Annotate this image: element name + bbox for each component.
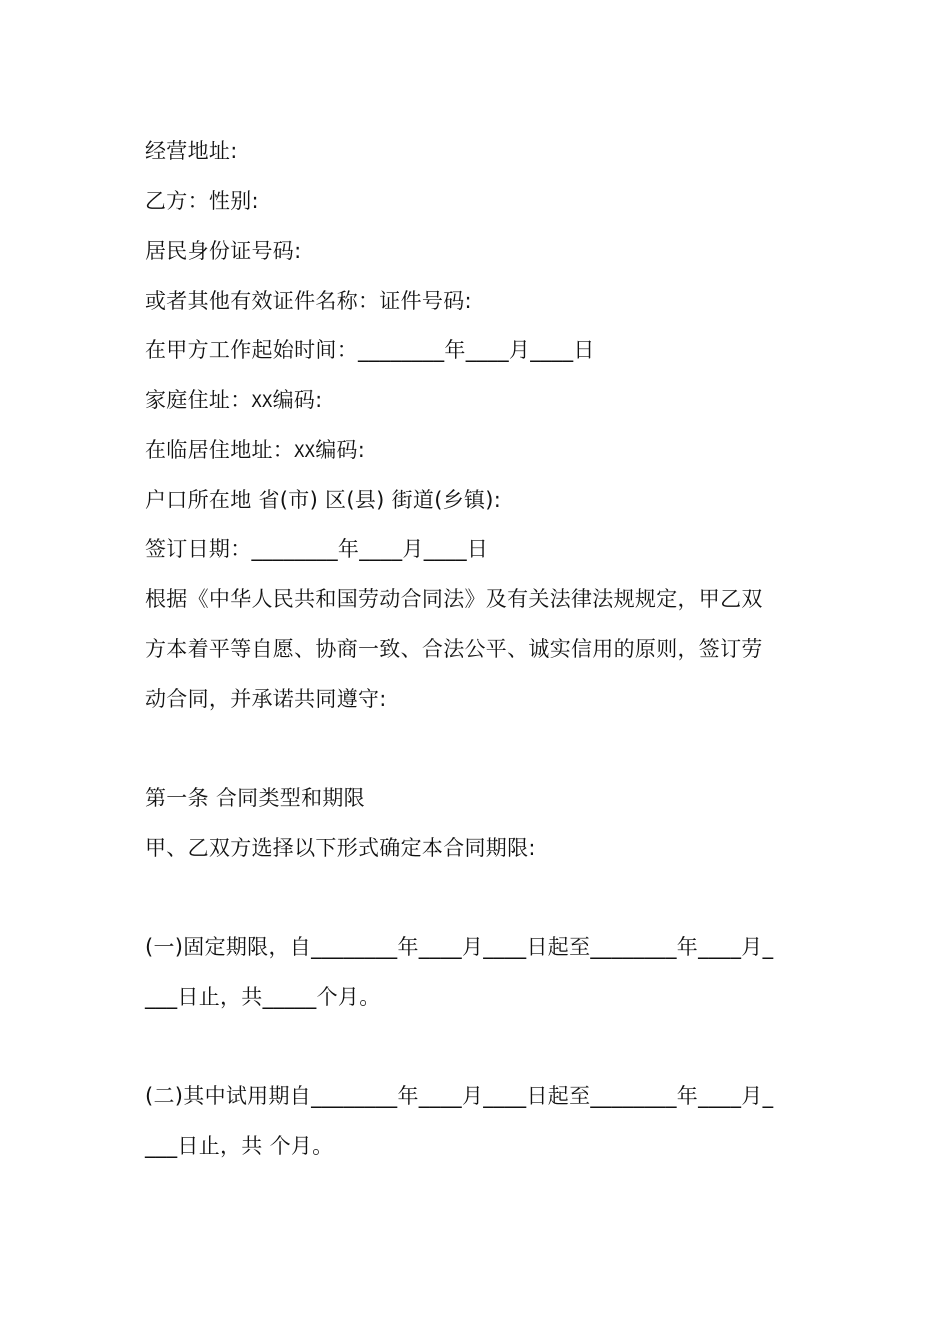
preamble-line-3: 动合同，并承诺共同遵守: xyxy=(145,687,387,711)
business-address-line: 经营地址: xyxy=(145,139,238,163)
other-id-line: 或者其他有效证件名称：证件号码: xyxy=(145,289,472,313)
temp-address-line xyxy=(145,435,365,467)
hukou-line: 户口所在地 省(市) 区(县) 街道(乡镇): xyxy=(145,488,502,512)
home-address-code: XX xyxy=(251,392,273,412)
clause-2-line-2: ___日止，共 个月。 xyxy=(145,1134,334,1158)
article-1-title: 第一条 合同类型和期限 xyxy=(145,786,365,810)
clause-2-line-1: (二)其中试用期自________年____月____日起至________年____月_ xyxy=(145,1084,774,1108)
preamble-line-2: 方本着平等自愿、协商一致、合法公平、诚实信用的原则，签订劳 xyxy=(145,637,763,661)
temp-address-suffix: 编码: xyxy=(315,438,366,462)
article-1-intro: 甲、乙双方选择以下形式确定本合同期限: xyxy=(145,836,536,860)
home-address-suffix: 编码: xyxy=(272,388,323,412)
clause-1-line-1: (一)固定期限，自________年____月____日起至________年____月_ xyxy=(145,935,774,959)
sign-date-line: 签订日期：________年____月____日 xyxy=(145,537,489,561)
work-start-line: 在甲方工作起始时间：________年____月____日 xyxy=(145,338,595,362)
home-address-prefix: 家庭住址： xyxy=(145,388,252,412)
temp-address-code: XX xyxy=(294,442,316,462)
temp-address-prefix: 在临居住地址： xyxy=(145,438,295,462)
clause-1-line-2: ___日止，共_____个月。 xyxy=(145,985,381,1009)
preamble-line-1: 根据《中华人民共和国劳动合同法》及有关法律法规规定，甲乙双 xyxy=(145,587,763,611)
home-address-line xyxy=(145,385,323,417)
id-number-line: 居民身份证号码: xyxy=(145,239,302,263)
party-b-gender-line: 乙方：性别: xyxy=(145,189,259,213)
